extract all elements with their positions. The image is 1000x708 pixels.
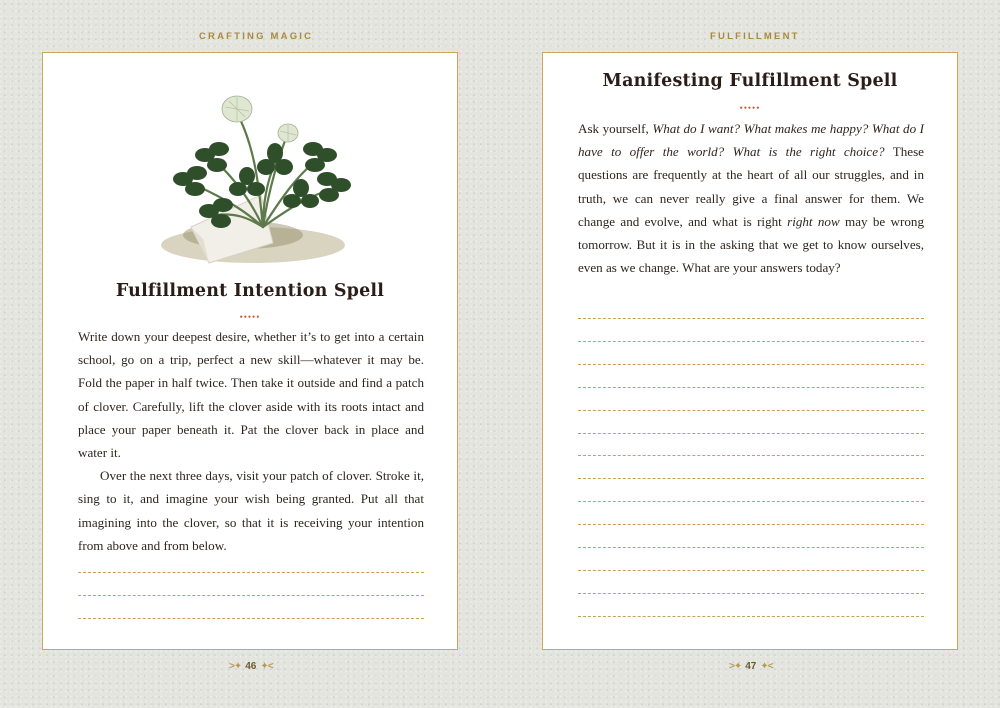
- folio-ornament-icon: >✦: [729, 661, 742, 672]
- writing-line[interactable]: [578, 364, 924, 365]
- folio-ornament-icon: >✦: [229, 661, 242, 672]
- writing-line[interactable]: [578, 455, 924, 456]
- page-number-left: [229, 661, 273, 672]
- page-title-right: Manifesting Fulfillment Spell: [602, 71, 898, 91]
- left-page: [42, 52, 458, 650]
- right-page: [542, 52, 958, 650]
- page-number-right: [729, 661, 773, 672]
- writing-line[interactable]: [578, 478, 924, 479]
- writing-line[interactable]: [578, 570, 924, 571]
- writing-line[interactable]: [578, 616, 924, 617]
- paragraph-right: [578, 117, 924, 279]
- writing-line[interactable]: [578, 547, 924, 548]
- text-run: may be wrong tomorrow. But it is in the asking that we get to know ourselves, even as we change. What are your answers today?: [578, 213, 924, 276]
- text-run: Ask yourself,: [578, 121, 653, 136]
- folio-ornament-icon: ✦<: [260, 661, 273, 672]
- running-head-right: FULFILLMENT: [710, 31, 800, 42]
- body-text-right: [578, 117, 924, 279]
- writing-line[interactable]: [578, 524, 924, 525]
- writing-line[interactable]: [78, 572, 424, 573]
- page-number-text: 47: [745, 661, 757, 672]
- folio-ornament-icon: ✦<: [760, 661, 773, 672]
- page-number-text: 46: [245, 661, 257, 672]
- paragraph-1: Write down your deepest desire, whether it’s to get into a certain school, go on a trip, perfect a new skill—whatever it may be. Fold the paper in half twice. Then take it outside and find a patch of clover. Carefully, lift the clover aside with its roots intact and place your paper beneath it. Pat the clover back in place and water it.: [78, 329, 424, 461]
- text-run: These questions are frequently at the heart of all our struggles, and in truth, we can never really give a final answer for them. We change and evolve, and what is right: [578, 144, 924, 229]
- italic-questions: What do I want? What makes me happy? What do I have to offer the world? What is the right choice?: [578, 121, 925, 160]
- page-title-left: Fulfillment Intention Spell: [115, 281, 385, 301]
- running-head-left: CRAFTING MAGIC: [199, 31, 314, 42]
- writing-line[interactable]: [78, 618, 424, 619]
- writing-line[interactable]: [578, 433, 924, 434]
- italic-right-now: right now: [787, 213, 840, 229]
- ornament-divider-left: •••••: [239, 312, 261, 322]
- clover-illustration: [151, 67, 351, 267]
- writing-line[interactable]: [78, 595, 424, 596]
- writing-line[interactable]: [578, 387, 924, 388]
- body-text-left: [78, 325, 424, 557]
- writing-line[interactable]: [578, 318, 924, 319]
- ornament-divider-right: •••••: [739, 103, 761, 113]
- writing-line[interactable]: [578, 410, 924, 411]
- writing-line[interactable]: [578, 593, 924, 594]
- writing-line[interactable]: [578, 501, 924, 502]
- paragraph-2: Over the next three days, visit your patch of clover. Stroke it, sing to it, and imagine your wish being granted. Put all that imagining into the clover, so that it is receiving your intention from above and from below.: [78, 468, 424, 553]
- writing-line[interactable]: [578, 341, 924, 342]
